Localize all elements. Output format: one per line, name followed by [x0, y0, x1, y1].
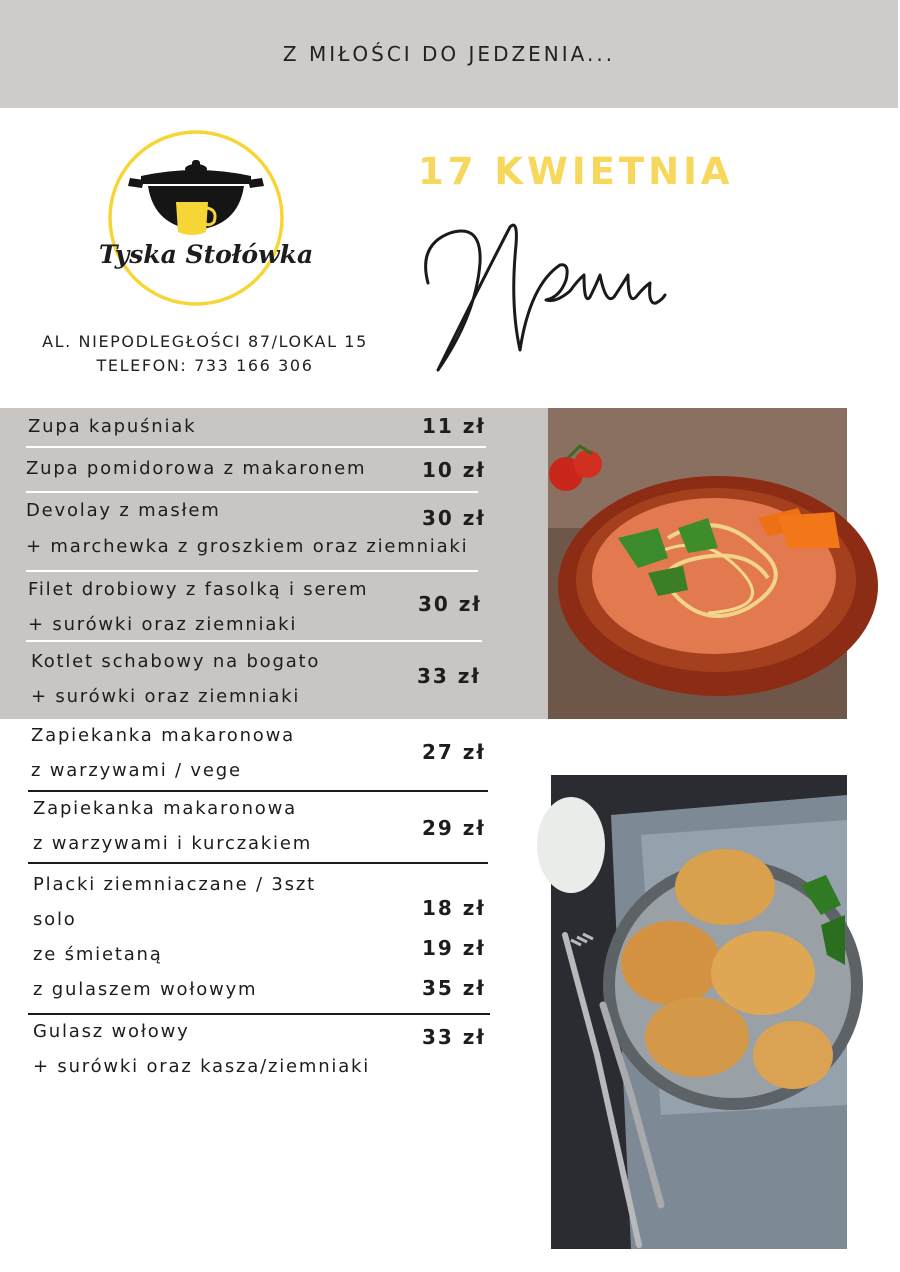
- divider: [28, 1013, 490, 1015]
- menu-item-detail: + surówki oraz ziemniaki: [28, 614, 298, 635]
- divider: [26, 491, 478, 493]
- menu-item-detail: z warzywami / vege: [31, 760, 242, 781]
- menu-item-price: 11 zł: [422, 414, 486, 438]
- menu-item-name: Zupa pomidorowa z makaronem: [26, 458, 367, 479]
- menu-item-name: Filet drobiowy z fasolką i serem: [28, 579, 369, 600]
- phone-number: TELEFON: 733 166 306: [96, 356, 314, 375]
- menu-item-detail: + surówki oraz kasza/ziemniaki: [33, 1056, 371, 1077]
- menu-item-price: 33 zł: [422, 1025, 486, 1049]
- menu-item-price: 30 zł: [418, 592, 482, 616]
- menu-item-price: 29 zł: [422, 816, 486, 840]
- menu-title-text: Menu: [410, 190, 454, 209]
- header-band: [0, 0, 898, 108]
- menu-item-detail: z warzywami i kurczakiem: [33, 833, 313, 854]
- menu-item-name: Devolay z masłem: [26, 500, 221, 521]
- menu-item-name: Placki ziemniaczane / 3szt: [33, 874, 316, 895]
- menu-item-name: Zapiekanka makaronowa: [31, 725, 295, 746]
- divider: [26, 640, 482, 642]
- soup-photo: [548, 408, 847, 719]
- tagline: Z MIŁOŚCI DO JEDZENIA...: [282, 42, 616, 66]
- menu-item-detail: + surówki oraz ziemniaki: [31, 686, 301, 707]
- menu-item-price: 18 zł: [422, 896, 486, 920]
- menu-item-detail: + marchewka z groszkiem oraz ziemniaki: [26, 536, 469, 557]
- menu-item-name: Zupa kapuśniak: [28, 416, 197, 437]
- logo: [86, 128, 326, 308]
- menu-item-price: 10 zł: [422, 458, 486, 482]
- street-address: AL. NIEPODLEGŁOŚCI 87/LOKAL 15: [42, 332, 368, 351]
- address-block: [20, 330, 390, 378]
- menu-item-detail: z gulaszem wołowym: [33, 979, 258, 1000]
- menu-item-price: 27 zł: [422, 740, 486, 764]
- potato-pancakes-photo: [551, 775, 847, 1249]
- divider: [28, 862, 488, 864]
- divider: [28, 790, 488, 792]
- pot-icon: [86, 128, 326, 308]
- menu-item-price: 35 zł: [422, 976, 486, 1000]
- divider: [26, 570, 478, 572]
- menu-item-name: Zapiekanka makaronowa: [33, 798, 297, 819]
- menu-title: [410, 190, 680, 380]
- menu-item-detail: ze śmietaną: [33, 944, 163, 965]
- divider: [26, 446, 486, 448]
- menu-item-price: 19 zł: [422, 936, 486, 960]
- menu-date: 17 KWIETNIA: [418, 150, 734, 193]
- menu-item-name: Gulasz wołowy: [33, 1021, 190, 1042]
- menu-item-name: Kotlet schabowy na bogato: [31, 651, 321, 672]
- logo-name: Tyska Stołówka: [98, 240, 314, 269]
- menu-item-detail: solo: [33, 909, 77, 930]
- menu-item-price: 33 zł: [417, 664, 481, 688]
- menu-item-price: 30 zł: [422, 506, 486, 530]
